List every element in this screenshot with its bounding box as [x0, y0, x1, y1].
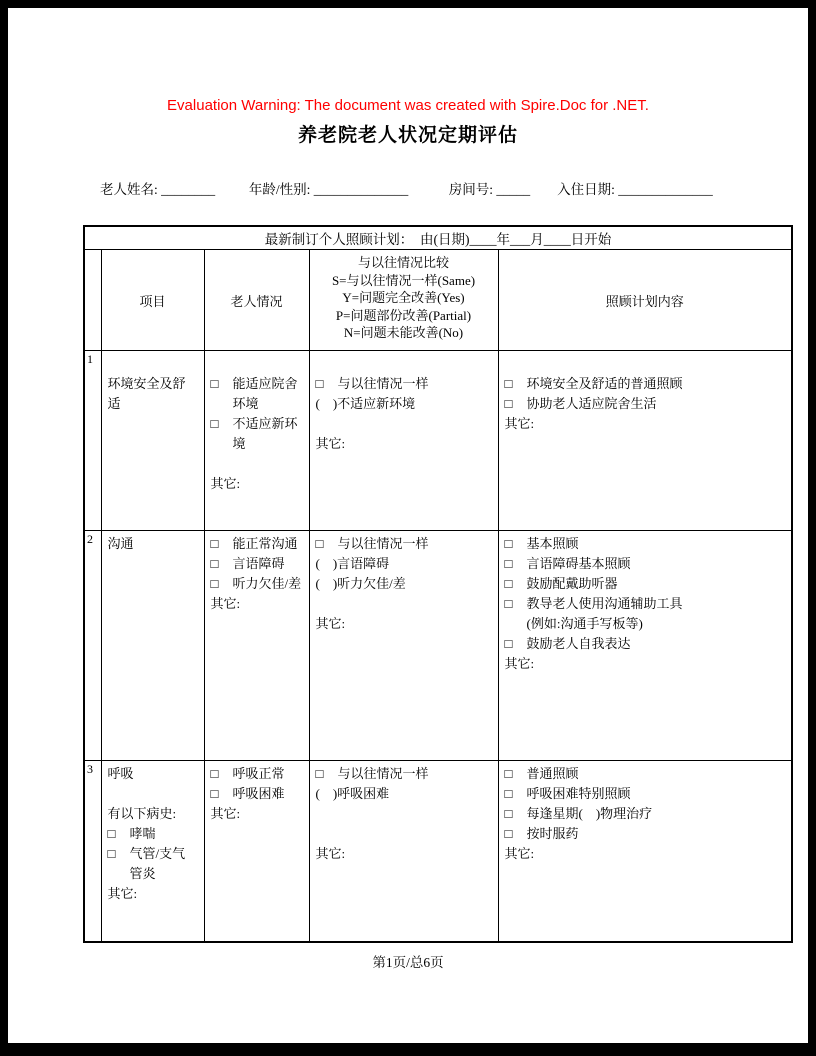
checkbox-option: [211, 414, 305, 454]
checkbox-option: [505, 394, 788, 414]
table-row: [84, 351, 792, 531]
checkbox-icon: □: [107, 826, 116, 841]
option-label: 与以往情况一样: [337, 376, 429, 391]
item-cell: [101, 531, 204, 761]
evaluation-warning-text: Evaluation Warning: The document was created with Spire.Doc for .NET.: [167, 97, 649, 114]
text-line: 其它:: [210, 476, 241, 491]
checkbox-option: [316, 374, 494, 394]
blank-line: [316, 804, 494, 824]
option-label: 教导老人使用沟通辅助工具: [526, 596, 683, 611]
assessment-table-body: [84, 351, 792, 942]
option-label: 与以往情况一样: [337, 766, 429, 781]
blank-line: [108, 784, 195, 804]
patient-info-line: 老人姓名: ________ 年龄/性别: ______________ 房间号: _____ 入住日期: ______________: [100, 182, 713, 197]
option-label: 听力欠佳/差: [232, 576, 302, 591]
checkbox-option: [505, 804, 788, 824]
checkbox-icon: □: [504, 826, 513, 841]
comparison-legend-same: S=与以往情况一样(Same): [331, 272, 476, 288]
checkbox-icon: □: [210, 376, 219, 391]
comparison-legend-yes: Y=问题完全改善(Yes): [342, 290, 465, 305]
checkbox-icon: □: [504, 396, 513, 411]
text-line: 其它:: [210, 596, 241, 611]
checkbox-icon: □: [315, 376, 324, 391]
option-label: 哮喘: [129, 826, 156, 841]
option-label: 每逢星期( )物理治疗: [526, 806, 653, 821]
table-row: [84, 531, 792, 761]
text-line: 沟通: [107, 536, 134, 551]
blank-line: [505, 354, 788, 374]
option-label: 不适应新环境: [232, 416, 298, 451]
checkbox-option: [211, 534, 305, 554]
checkbox-icon: □: [504, 766, 513, 781]
blank-line: [316, 354, 494, 374]
checkbox-icon: □: [504, 596, 513, 611]
checkbox-option: [505, 764, 788, 784]
text-line: 其它:: [107, 886, 138, 901]
option-label: 鼓励老人自我表达: [526, 636, 631, 651]
blank-line: [316, 824, 494, 844]
option-note: (例如:沟通手写板等): [526, 616, 643, 631]
paren-option: ( )呼吸困难: [315, 786, 390, 801]
checkbox-icon: □: [210, 786, 219, 801]
option-label: 呼吸正常: [232, 766, 285, 781]
row-number: 2: [84, 531, 101, 761]
checkbox-option: [505, 534, 788, 554]
checkbox-icon: □: [107, 846, 116, 861]
checkbox-icon: □: [210, 556, 219, 571]
blank-line: [108, 354, 195, 374]
option-label: 协助老人适应院舍生活: [526, 396, 657, 411]
text-line: 环境安全及舒适: [107, 376, 186, 411]
condition-cell: [204, 761, 309, 942]
column-header-plan: 照顾计划内容: [498, 250, 792, 351]
item-cell: [101, 351, 204, 531]
checkbox-option: [505, 574, 788, 594]
plan-header-row: [84, 226, 792, 250]
checkbox-icon: □: [504, 806, 513, 821]
text-line: 有以下病史:: [107, 806, 177, 821]
column-header-row: [84, 250, 792, 351]
checkbox-option: [316, 764, 494, 784]
checkbox-option: [211, 764, 305, 784]
document-title: 养老院老人状况定期评估: [297, 125, 518, 146]
checkbox-option: [211, 374, 305, 414]
checkbox-icon: □: [504, 556, 513, 571]
option-label: 鼓励配戴助听器: [526, 576, 618, 591]
checkbox-icon: □: [210, 536, 219, 551]
column-header-comparison: [309, 250, 498, 351]
option-label: 环境安全及舒适的普通照顾: [526, 376, 683, 391]
checkbox-option: [108, 844, 195, 884]
comparison-legend-partial: P=问题部份改善(Partial): [335, 307, 472, 323]
option-label: 言语障碍基本照顾: [526, 556, 631, 571]
checkbox-option: [211, 554, 305, 574]
plan-cell: [498, 761, 792, 942]
text-line: 其它:: [504, 656, 535, 671]
checkbox-option: [505, 824, 788, 844]
checkbox-icon: □: [315, 536, 324, 551]
checkbox-option: [505, 634, 788, 654]
text-line: 其它:: [315, 616, 346, 631]
option-label: 气管/支气管炎: [129, 846, 186, 881]
checkbox-option: [211, 574, 305, 594]
text-line: 其它:: [315, 846, 346, 861]
option-label: 言语障碍: [232, 556, 285, 571]
checkbox-option: [505, 594, 788, 614]
option-label: 能适应院舍环境: [232, 376, 298, 411]
checkbox-option: [505, 784, 788, 804]
row-number: 3: [84, 761, 101, 942]
paren-option: ( )言语障碍: [315, 556, 390, 571]
checkbox-option: [211, 784, 305, 804]
paren-option: ( )听力欠佳/差: [315, 576, 406, 591]
option-label: 呼吸困难: [232, 786, 285, 801]
text-line: 其它:: [210, 806, 241, 821]
checkbox-icon: □: [210, 576, 219, 591]
column-header-item: 项目: [101, 250, 204, 351]
option-label: 按时服药: [526, 826, 579, 841]
blank-line: [211, 454, 305, 474]
comparison-cell: [309, 761, 498, 942]
option-label: 能正常沟通: [232, 536, 298, 551]
checkbox-icon: □: [504, 576, 513, 591]
checkbox-option: [505, 374, 788, 394]
comparison-title: 与以往情况比较: [357, 255, 449, 270]
blank-line: [316, 414, 494, 434]
blank-line: [211, 354, 305, 374]
comparison-legend-no: N=问题未能改善(No): [343, 325, 464, 340]
checkbox-icon: □: [504, 786, 513, 801]
comparison-cell: [309, 531, 498, 761]
column-header-condition: 老人情况: [204, 250, 309, 351]
checkbox-option: [108, 824, 195, 844]
checkbox-option: [505, 554, 788, 574]
option-label: 普通照顾: [526, 766, 579, 781]
checkbox-icon: □: [210, 766, 219, 781]
text-line: 其它:: [504, 416, 535, 431]
page-number: 第1页/总6页: [372, 955, 444, 970]
blank-line: [316, 594, 494, 614]
checkbox-icon: □: [504, 536, 513, 551]
checkbox-icon: □: [315, 766, 324, 781]
text-line: 其它:: [504, 846, 535, 861]
condition-cell: [204, 531, 309, 761]
table-row: [84, 761, 792, 942]
condition-cell: [204, 351, 309, 531]
item-cell: [101, 761, 204, 942]
plan-cell: [498, 351, 792, 531]
text-line: 呼吸: [107, 766, 134, 781]
paren-option: ( )不适应新环境: [315, 396, 416, 411]
column-header-number: [84, 250, 101, 351]
comparison-cell: [309, 351, 498, 531]
option-label: 呼吸困难特别照顾: [526, 786, 631, 801]
checkbox-icon: □: [210, 416, 219, 431]
text-line: 其它:: [315, 436, 346, 451]
checkbox-option: [316, 534, 494, 554]
checkbox-icon: □: [504, 376, 513, 391]
plan-cell: [498, 531, 792, 761]
option-label: 与以往情况一样: [337, 536, 429, 551]
option-label: 基本照顾: [526, 536, 579, 551]
checkbox-icon: □: [504, 636, 513, 651]
assessment-table: [83, 225, 793, 943]
row-number: 1: [84, 351, 101, 531]
care-plan-header: 最新制订个人照顾计划： 由(日期)____年___月____日开始: [84, 226, 792, 250]
